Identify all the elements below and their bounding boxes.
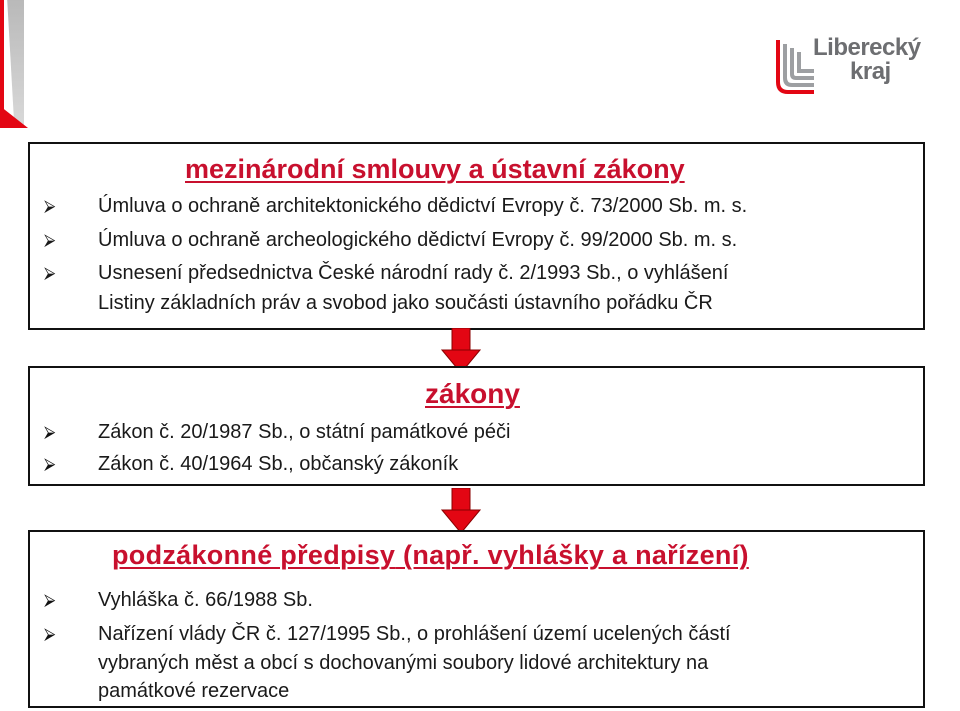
logo-text-line2: kraj [850,58,891,85]
section3-heading [112,540,749,571]
arrowhead-bullet-icon: ⮚ [44,424,56,441]
arrowhead-bullet-icon: ⮚ [44,265,56,282]
arrowhead-bullet-icon: ⮚ [44,232,56,249]
liberecky-kraj-logo [770,30,930,110]
section3-heading-rest: (např. vyhlášky a nařízení) [395,540,749,570]
section2-heading: zákony [425,378,520,409]
international-treaties-box: mezinárodní smlouvy a ústavní zákony ⮚ Úmluva o ochraně architektonického dědictví Evropy č. 73/2000 Sb. m. s. ⮚ Úmluva o ochraně archeologického dědictví Evropy č. 99/2000 Sb. m. s. ⮚ Usnesení předsednictva České národní rady č. 2/1993 Sb., o vyhlášení Listiny základních práv a svobod jako součásti ústavního pořádku ČR [28,142,925,330]
section3-heading-underlined: podzákonné předpisy [112,540,396,570]
arrowhead-bullet-icon: ⮚ [44,456,56,473]
arrowhead-bullet-icon: ⮚ [44,626,56,643]
section1-heading: mezinárodní smlouvy a ústavní zákony [185,154,685,184]
down-arrow-icon [441,488,481,534]
subordinate-regulations-box: podzákonné předpisy (např. vyhlášky a nařízení) ⮚ Vyhláška č. 66/1988 Sb. ⮚ Nařízení vlády ČR č. 127/1995 Sb., o prohlášení území ucelených částí vybraných měst a obcí s dochovanými soubory lidové architektury na památkové rezervace [28,530,925,708]
logo-text-line1: Liberecký [813,34,921,61]
laws-box: zákony ⮚ Zákon č. 20/1987 Sb., o státní památkové péči ⮚ Zákon č. 40/1964 Sb., občanský zákoník [28,366,925,486]
arrowhead-bullet-icon: ⮚ [44,592,56,609]
arrowhead-bullet-icon: ⮚ [44,198,56,215]
